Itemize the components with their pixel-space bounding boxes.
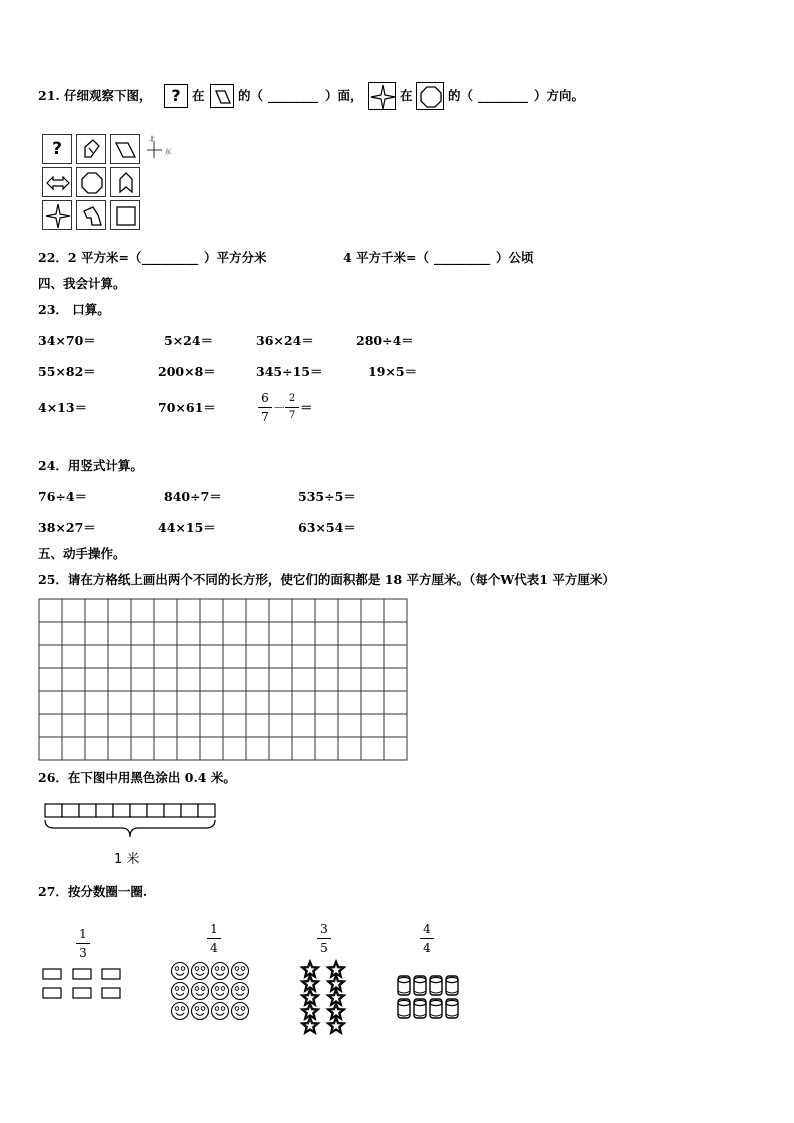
grid-square[interactable]: [361, 714, 384, 737]
rectangle-item: [43, 969, 61, 979]
grid-square[interactable]: [85, 737, 108, 760]
smiley-item: [212, 1003, 229, 1020]
q21-zai-2: 在: [400, 88, 413, 103]
meter-segment[interactable]: [96, 804, 113, 817]
grid-square[interactable]: [62, 622, 85, 645]
fraction-bar: [76, 943, 90, 944]
grid-square[interactable]: [108, 737, 131, 760]
grid-square[interactable]: [223, 714, 246, 737]
compass-north-label: 北: [149, 136, 156, 143]
meter-bar-svg[interactable]: [44, 803, 216, 843]
grid-square[interactable]: [315, 714, 338, 737]
octagon-icon: [77, 168, 107, 198]
q26-text: 26．在下图中用黑色涂出 0.4 米。: [38, 770, 236, 785]
grid-cell-octagon: [76, 167, 106, 197]
smiley-item: [172, 983, 189, 1000]
fraction-denominator: 4: [423, 941, 431, 955]
q21-de-1: 的（: [238, 88, 264, 103]
calc-item[interactable]: 5×24＝: [164, 333, 214, 348]
grid-square[interactable]: [39, 737, 62, 760]
grid-square[interactable]: [62, 645, 85, 668]
grid-square[interactable]: [292, 737, 315, 760]
grid-square[interactable]: [384, 645, 407, 668]
grid-cell-star: [42, 200, 72, 230]
cylinder-item: [414, 999, 426, 1018]
grid-square[interactable]: [223, 691, 246, 714]
meter-segment[interactable]: [130, 804, 147, 817]
q22-part1-end: ）平方分米: [204, 250, 267, 265]
grid-square[interactable]: [62, 691, 85, 714]
grid-square[interactable]: [108, 691, 131, 714]
bent-shape-icon: [77, 201, 107, 231]
grid-square[interactable]: [315, 645, 338, 668]
grid-square[interactable]: [200, 714, 223, 737]
compass-rose: [144, 136, 174, 162]
fraction-denominator: 5: [320, 941, 328, 955]
calc-item[interactable]: 19×5＝: [368, 364, 418, 379]
q24-title: 24．用竖式计算。: [38, 458, 143, 473]
calc-item[interactable]: 63×54＝: [298, 520, 356, 535]
grid-square[interactable]: [154, 691, 177, 714]
grid-square[interactable]: [223, 599, 246, 622]
calc-item[interactable]: 44×15＝: [158, 520, 216, 535]
grid-square[interactable]: [200, 622, 223, 645]
q21-blank-1[interactable]: ________: [268, 88, 318, 103]
smiley-item: [172, 1003, 189, 1020]
grid-square[interactable]: [39, 691, 62, 714]
q21-blank-2[interactable]: ________: [478, 88, 528, 103]
q25-text: 25．请在方格纸上画出两个不同的长方形，使它们的面积都是 18 平方厘米。（每个W代表1 平方厘米）: [38, 572, 615, 587]
grid-square[interactable]: [62, 714, 85, 737]
grid-square[interactable]: [315, 622, 338, 645]
folded-shape-icon: [77, 135, 107, 165]
group-fraction: [420, 922, 434, 955]
grid-square[interactable]: [154, 737, 177, 760]
parallelogram-tile: [210, 84, 234, 108]
compass-east-label: 东: [165, 149, 172, 156]
q22-part1: 22．2 平方米=（: [38, 250, 142, 265]
grid-square[interactable]: [200, 691, 223, 714]
rectangle-item: [73, 988, 91, 998]
fraction-bar: [258, 407, 272, 408]
grid-square[interactable]: [338, 622, 361, 645]
grid-square[interactable]: [131, 599, 154, 622]
grid-square[interactable]: [269, 622, 292, 645]
meter-segment[interactable]: [198, 804, 215, 817]
fraction-numerator: 1: [210, 922, 218, 936]
square-icon: [111, 201, 141, 231]
grid-square[interactable]: [338, 668, 361, 691]
square-grid-paper[interactable]: [38, 598, 408, 764]
grid-square[interactable]: [361, 622, 384, 645]
grid-square[interactable]: [108, 599, 131, 622]
grid-square[interactable]: [131, 645, 154, 668]
grid-square[interactable]: [384, 714, 407, 737]
grid-square[interactable]: [246, 622, 269, 645]
grid-cell-house: [110, 167, 140, 197]
calc-item[interactable]: 34×70＝: [38, 333, 96, 348]
four-point-star-icon: [43, 201, 73, 231]
grid-square[interactable]: [361, 645, 384, 668]
grid-square[interactable]: [200, 599, 223, 622]
smiley-item: [212, 963, 229, 980]
grid-square[interactable]: [154, 714, 177, 737]
four-point-star-icon: [369, 83, 397, 111]
cylinder-item: [414, 976, 426, 995]
grid-square[interactable]: [246, 599, 269, 622]
grid-square[interactable]: [223, 645, 246, 668]
grid-cell-square: [110, 200, 140, 230]
meter-label: 1 米: [114, 852, 140, 867]
parallelogram-icon: [211, 85, 235, 109]
grid-square[interactable]: [292, 645, 315, 668]
grid-square[interactable]: [269, 691, 292, 714]
grid-square[interactable]: [200, 645, 223, 668]
grid-paper-svg[interactable]: [38, 598, 408, 760]
grid-square[interactable]: [384, 737, 407, 760]
cylinders-group[interactable]: [396, 974, 462, 1024]
grid-square[interactable]: [338, 645, 361, 668]
q22-part2-end: ）公顷: [496, 250, 534, 265]
fraction-numerator: 4: [423, 922, 431, 936]
octagon-tile: [416, 82, 444, 110]
grid-cell-parallelogram: [110, 134, 140, 164]
grid-square[interactable]: [131, 668, 154, 691]
parallelogram-icon: [111, 135, 141, 165]
grid-square[interactable]: [85, 645, 108, 668]
grid-square[interactable]: [177, 737, 200, 760]
fraction-6-7: [258, 391, 272, 424]
rectangle-item: [102, 969, 120, 979]
grid-square[interactable]: [223, 622, 246, 645]
grid-square[interactable]: [315, 668, 338, 691]
fraction-2-7: [285, 393, 299, 422]
calc-item[interactable]: 200×8＝: [158, 364, 216, 379]
grid-square[interactable]: [292, 599, 315, 622]
grid-square[interactable]: [108, 622, 131, 645]
grid-cell-bent-shape: [76, 200, 106, 230]
grid-square[interactable]: [39, 714, 62, 737]
fraction-denominator: 3: [79, 946, 87, 960]
q23-title: 23． 口算。: [38, 302, 110, 317]
grid-square[interactable]: [200, 668, 223, 691]
fraction-numerator: 2: [288, 393, 296, 404]
grid-square[interactable]: [154, 622, 177, 645]
grid-square[interactable]: [315, 599, 338, 622]
grid-square[interactable]: [177, 668, 200, 691]
rectangles-group[interactable]: [42, 968, 122, 1002]
grid-square[interactable]: [338, 714, 361, 737]
q21-fangxiang: ）方向。: [534, 88, 585, 103]
grid-square[interactable]: [154, 668, 177, 691]
q22-blank-2[interactable]: _________: [434, 250, 491, 265]
calc-item[interactable]: 70×61＝: [158, 400, 216, 415]
grid-square[interactable]: [62, 737, 85, 760]
fraction-bar: [317, 938, 331, 939]
rectangle-item: [43, 988, 61, 998]
grid-cell-double-arrow: [42, 167, 72, 197]
calc-item[interactable]: 36×24＝: [256, 333, 314, 348]
q27-text: 27．按分数圈一圈.: [38, 884, 148, 899]
smiley-item: [192, 983, 209, 1000]
grid-square[interactable]: [154, 645, 177, 668]
section-4-heading: 四、我会计算。: [38, 276, 126, 291]
grid-square[interactable]: [200, 737, 223, 760]
grid-square[interactable]: [384, 622, 407, 645]
cylinder-item: [398, 976, 410, 995]
octagon-icon: [417, 83, 445, 111]
q21-number: 21.: [38, 88, 60, 103]
grid-square[interactable]: [39, 599, 62, 622]
grid-square[interactable]: [269, 599, 292, 622]
rectangle-item: [102, 988, 120, 998]
grid-square[interactable]: [269, 645, 292, 668]
calc-item[interactable]: 535÷5＝: [298, 489, 356, 504]
grid-square[interactable]: [384, 599, 407, 622]
grid-cell-pentagon-cut: [76, 134, 106, 164]
grid-square[interactable]: [108, 668, 131, 691]
fraction-denominator: 7: [261, 410, 269, 424]
smiley-item: [192, 1003, 209, 1020]
equals-sign: ＝: [300, 400, 313, 415]
grid-square[interactable]: [361, 691, 384, 714]
calc-item[interactable]: 280÷4＝: [356, 333, 414, 348]
grid-square[interactable]: [177, 645, 200, 668]
meter-segment[interactable]: [79, 804, 96, 817]
house-shape-icon: [111, 168, 141, 198]
meter-segment[interactable]: [181, 804, 198, 817]
grid-square[interactable]: [315, 691, 338, 714]
meter-segment[interactable]: [113, 804, 130, 817]
group-fraction: [207, 922, 221, 955]
fraction-bar: [285, 407, 299, 408]
group-fraction: [76, 927, 90, 960]
meter-segment[interactable]: [45, 804, 62, 817]
grid-square[interactable]: [246, 645, 269, 668]
calc-item[interactable]: 840÷7＝: [164, 489, 222, 504]
cylinder-item: [398, 999, 410, 1018]
stars-group[interactable]: [298, 962, 350, 1034]
double-arrow-icon: [43, 168, 73, 198]
grid-square[interactable]: [361, 737, 384, 760]
grid-square[interactable]: [85, 622, 108, 645]
calc-item[interactable]: 76÷4＝: [38, 489, 88, 504]
grid-square[interactable]: [269, 714, 292, 737]
grid-square[interactable]: [269, 737, 292, 760]
grid-square[interactable]: [384, 668, 407, 691]
smiley-item: [232, 1003, 249, 1020]
grid-square[interactable]: [246, 737, 269, 760]
star-tile: [368, 82, 396, 110]
grid-square[interactable]: [177, 691, 200, 714]
smiley-item: [232, 963, 249, 980]
cylinder-item: [446, 999, 458, 1018]
smiley-item: [212, 983, 229, 1000]
grid-square[interactable]: [246, 668, 269, 691]
group-fraction: [317, 922, 331, 955]
cylinder-item: [446, 976, 458, 995]
calc-item[interactable]: 4×13＝: [38, 400, 88, 415]
grid-square[interactable]: [108, 645, 131, 668]
grid-square[interactable]: [131, 691, 154, 714]
meter-segment[interactable]: [164, 804, 181, 817]
grid-square[interactable]: [177, 599, 200, 622]
fraction-numerator: 6: [261, 391, 269, 405]
fraction-denominator: 4: [210, 941, 218, 955]
grid-square[interactable]: [292, 691, 315, 714]
rectangle-item: [73, 969, 91, 979]
fraction-bar: [207, 938, 221, 939]
grid-square[interactable]: [85, 599, 108, 622]
grid-square[interactable]: [131, 622, 154, 645]
q21-zai-1: 在: [192, 88, 205, 103]
grid-square[interactable]: [315, 737, 338, 760]
fraction-bar: [420, 938, 434, 939]
grid-square[interactable]: [246, 714, 269, 737]
grid-square[interactable]: [361, 668, 384, 691]
smiley-faces-group[interactable]: [170, 961, 252, 1023]
brace: [45, 820, 215, 837]
grid-square[interactable]: [85, 668, 108, 691]
grid-square[interactable]: [39, 645, 62, 668]
grid-square[interactable]: [292, 668, 315, 691]
grid-square[interactable]: [131, 737, 154, 760]
grid-square[interactable]: [177, 622, 200, 645]
grid-square[interactable]: [384, 691, 407, 714]
grid-square[interactable]: [269, 668, 292, 691]
fraction-denominator: 7: [288, 410, 296, 421]
q22-part2: 4 平方千米=（: [343, 250, 430, 265]
grid-square[interactable]: [85, 714, 108, 737]
q21-mian: ）面，: [325, 88, 363, 103]
meter-segment[interactable]: [62, 804, 79, 817]
grid-square[interactable]: [131, 714, 154, 737]
grid-square[interactable]: [292, 714, 315, 737]
cylinder-item: [430, 976, 442, 995]
grid-square[interactable]: [62, 668, 85, 691]
section-5-heading: 五、动手操作。: [38, 546, 126, 561]
grid-square[interactable]: [39, 622, 62, 645]
grid-square[interactable]: [62, 599, 85, 622]
grid-square[interactable]: [154, 599, 177, 622]
grid-square[interactable]: [338, 691, 361, 714]
grid-square[interactable]: [85, 691, 108, 714]
grid-square[interactable]: [223, 668, 246, 691]
smiley-item: [172, 963, 189, 980]
grid-square[interactable]: [361, 599, 384, 622]
fraction-numerator: 1: [79, 927, 87, 941]
q22-blank-1[interactable]: _________: [142, 250, 199, 265]
grid-square[interactable]: [338, 599, 361, 622]
grid-square[interactable]: [39, 668, 62, 691]
meter-segment[interactable]: [147, 804, 164, 817]
minus-sign: －: [273, 400, 286, 415]
calc-item[interactable]: 38×27＝: [38, 520, 96, 535]
grid-square[interactable]: [338, 737, 361, 760]
grid-square[interactable]: [292, 622, 315, 645]
meter-bar[interactable]: [44, 803, 216, 847]
question-mark-tile: ?: [164, 84, 188, 108]
fraction-numerator: 3: [320, 922, 328, 936]
q21-de-2: 的（: [448, 88, 474, 103]
cylinder-item: [430, 999, 442, 1018]
grid-square[interactable]: [108, 714, 131, 737]
grid-square[interactable]: [223, 737, 246, 760]
q21-text: 仔细观察下图，: [64, 88, 152, 103]
smiley-item: [232, 983, 249, 1000]
smiley-item: [192, 963, 209, 980]
calc-item[interactable]: 345÷15＝: [256, 364, 323, 379]
grid-square[interactable]: [246, 691, 269, 714]
calc-item[interactable]: 55×82＝: [38, 364, 96, 379]
grid-square[interactable]: [177, 714, 200, 737]
grid-cell-question: ?: [42, 134, 72, 164]
